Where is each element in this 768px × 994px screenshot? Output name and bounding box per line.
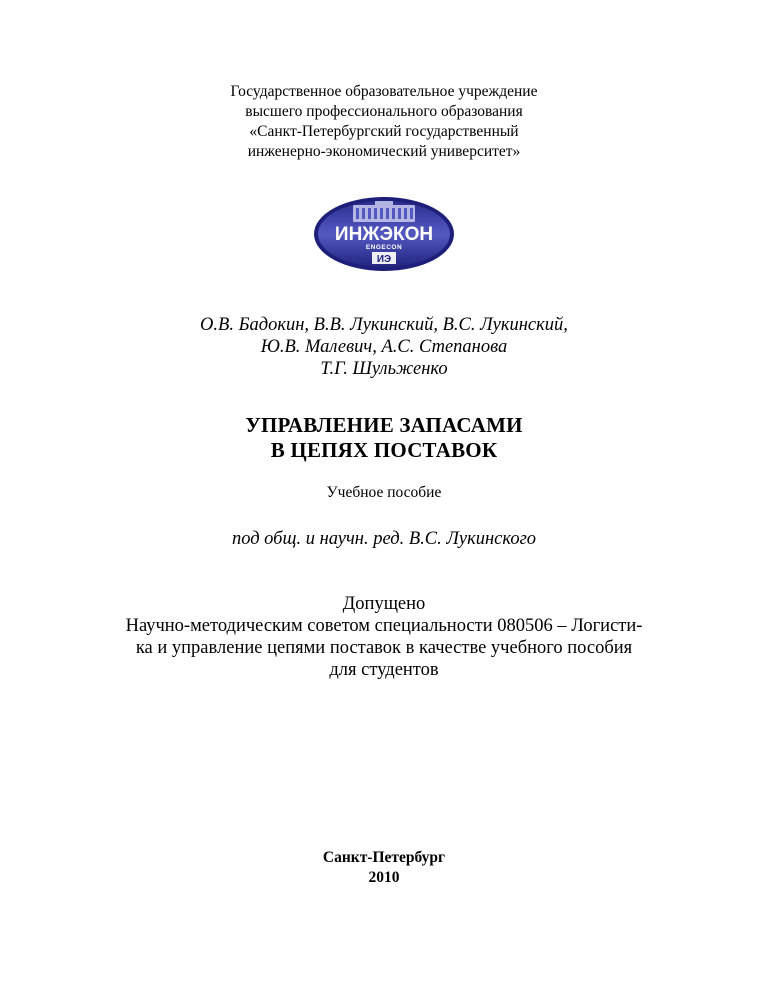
- approval-line-2: Научно-методическим советом специальности 080506 – Логисти-: [125, 616, 643, 636]
- logo-emblem: ИЭ: [376, 254, 392, 265]
- approval-statement: [0, 593, 768, 681]
- imprint: [0, 848, 768, 888]
- institution-line-4: инженерно-экономический университет»: [247, 143, 521, 160]
- university-logo: [313, 196, 455, 272]
- editor-line: под общ. и научн. ред. В.С. Лукинского: [231, 529, 537, 549]
- imprint-year: 2010: [368, 869, 400, 886]
- institution-heading: [0, 82, 768, 162]
- approval-line-4: для студентов: [329, 660, 439, 680]
- engecon-logo-icon: [313, 196, 455, 272]
- book-title: [0, 413, 768, 463]
- approval-line-3: ка и управление цепями поставок в качестве учебного пособия: [135, 638, 633, 658]
- approval-line-1: Допущено: [342, 594, 426, 614]
- logo-text: ИНЖЭКОН: [334, 224, 434, 245]
- institution-line-3: «Санкт-Петербургский государственный: [249, 123, 519, 140]
- title-line-1: УПРАВЛЕНИЕ ЗАПАСАМИ: [245, 413, 523, 437]
- institution-line-2: высшего профессионального образования: [245, 103, 523, 120]
- authors-line-2: Ю.В. Малевич, А.С. Степанова: [260, 337, 508, 357]
- authors: [0, 314, 768, 380]
- institution-line-1: Государственное образовательное учреждение: [230, 83, 538, 100]
- book-genre: Учебное пособие: [326, 484, 442, 501]
- imprint-city: Санкт-Петербург: [322, 849, 446, 866]
- logo-subtext: ENGECON: [365, 244, 403, 251]
- authors-line-3: Т.Г. Шульженко: [320, 359, 448, 379]
- authors-line-1: О.В. Бадокин, В.В. Лукинский, В.С. Лукинский,: [200, 315, 568, 335]
- title-line-2: В ЦЕПЯХ ПОСТАВОК: [270, 438, 498, 462]
